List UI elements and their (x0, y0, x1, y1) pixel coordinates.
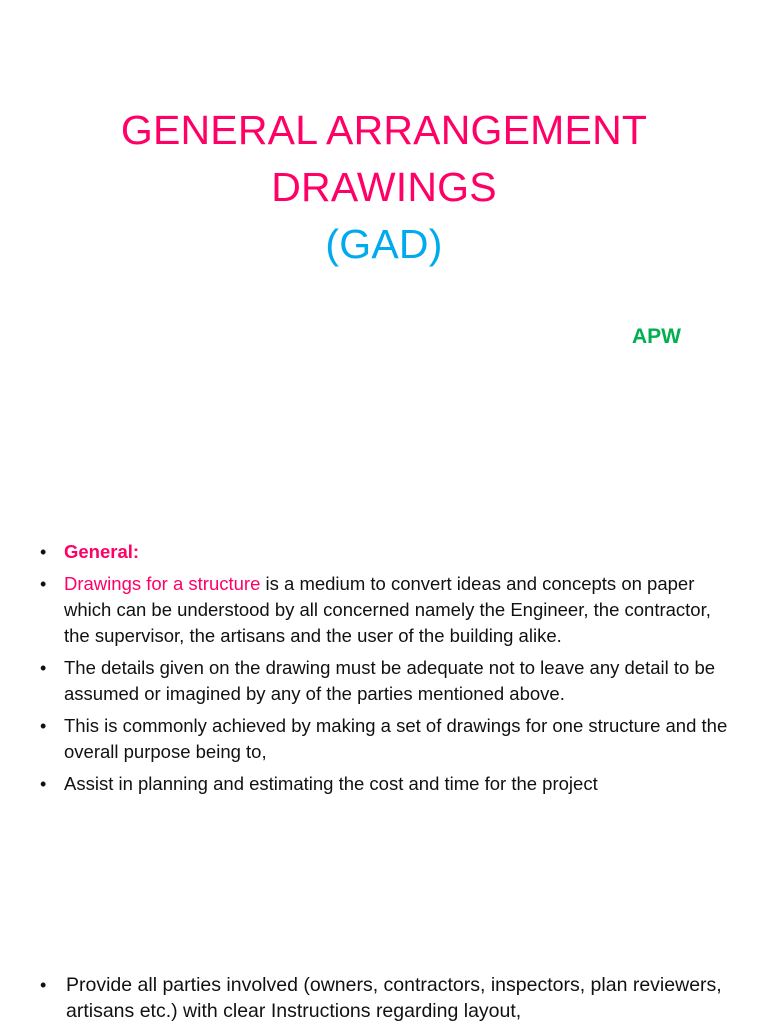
bullet-item-set-of-drawings (40, 713, 730, 765)
bullet-dot: • (40, 774, 47, 794)
title-line-2: DRAWINGS (271, 164, 497, 210)
author-initials: APW (632, 325, 681, 348)
bullet-item-provide (40, 972, 730, 1024)
bullet-list (40, 539, 730, 803)
bullet-item-details (40, 655, 730, 707)
bullet-highlight: Drawings for a structure (64, 573, 261, 594)
title-abbreviation: (GAD) (325, 221, 443, 267)
bullet-text: Provide all parties involved (owners, contractors, inspectors, plan reviewers, artisans etc.) with clear Instructions regarding layout, (66, 974, 722, 1022)
bullet-text: Assist in planning and estimating the cost and time for the project (64, 773, 598, 794)
bullet-item-drawings (40, 571, 730, 649)
bullet-dot: • (40, 716, 47, 736)
bullet-text: This is commonly achieved by making a set of drawings for one structure and the overall purpose being to, (64, 715, 728, 762)
bullet-dot: • (40, 574, 47, 594)
next-slide-bullet-list (40, 972, 730, 1024)
bullet-text: The details given on the drawing must be adequate not to leave any detail to be assumed or imagined by any of the parties mentioned above. (64, 657, 716, 704)
bullet-dot: • (40, 658, 47, 678)
bullet-heading: General: (64, 541, 140, 562)
bullet-item-planning (40, 771, 730, 797)
slide-title (0, 102, 768, 273)
bullet-dot: • (40, 975, 47, 995)
bullet-item-general (40, 539, 730, 565)
bullet-dot: • (40, 542, 47, 562)
bullet-text: is a medium to convert ideas and concepts on paper which can be understood by all concerned namely the Engineer, the contractor, the supervisor, the artisans and the user of the building alike. (64, 573, 711, 646)
title-line-1: GENERAL ARRANGEMENT (120, 107, 648, 153)
